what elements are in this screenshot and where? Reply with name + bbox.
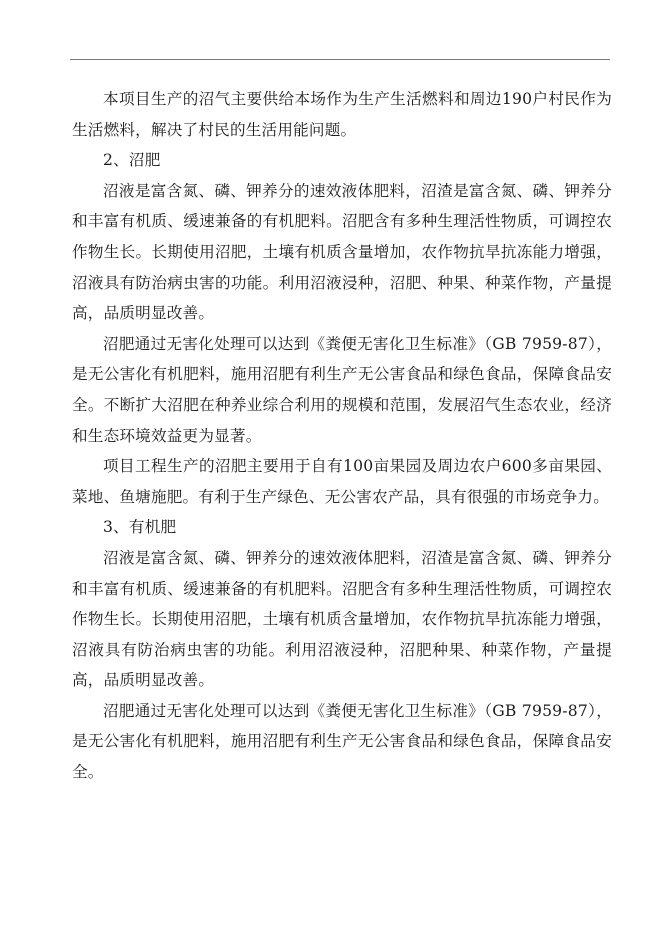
paragraph-biogas-use: 本项目生产的沼气主要供给本场作为生产生活燃料和周边190户村民作为生活燃料，解决了村民的生活用能问题。 (72, 90, 612, 139)
paragraph-organic-fertilizer-properties: 沼液是富含氮、磷、钾养分的速效液体肥料，沼渣是富含氮、磷、钾养分和丰富有机质、缓速兼备的有机肥料。沼肥含有多种生理活性物质，可调控农作物生长。长期使用沼肥，土壤有机质含量增加，农作物抗旱抗冻能力增强，沼液具有防治病虫害的功能。利用沼液浸种，沼肥种果、种菜作物，产量提高，品质明显改善。 (72, 548, 612, 690)
paragraph-fertilizer-use: 项目工程生产的沼肥主要用于自有100亩果园及周边农户600多亩果园、菜地、鱼塘施肥。有利于生产绿色、无公害农产品，具有很强的市场竞争力。 (72, 457, 612, 506)
section-heading-organic-fertilizer: 3、有机肥 (103, 518, 177, 537)
header-rule (70, 59, 610, 60)
paragraph-harmless-standard: 沼肥通过无害化处理可以达到《粪便无害化卫生标准》（GB 7959-87），是无公害化有机肥料，施用沼肥有利生产无公害食品和绿色食品，保障食品安全。不断扩大沼肥在种养业综合利用的规模和范围，发展沼气生态农业，经济和生态环境效益更为显著。 (72, 334, 612, 445)
section-heading-biogas-fertilizer: 2、沼肥 (103, 151, 161, 170)
paragraph-harmless-standard-2: 沼肥通过无害化处理可以达到《粪便无害化卫生标准》（GB 7959-87），是无公害化有机肥料，施用沼肥有利生产无公害食品和绿色食品，保障食品安全。 (72, 701, 612, 782)
document-body (72, 84, 612, 788)
paragraph-biogas-fertilizer-properties: 沼液是富含氮、磷、钾养分的速效液体肥料，沼渣是富含氮、磷、钾养分和丰富有机质、缓速兼备的有机肥料。沼肥含有多种生理活性物质，可调控农作物生长。长期使用沼肥，土壤有机质含量增加，农作物抗旱抗冻能力增强，沼液具有防治病虫害的功能。利用沼液浸种，沼肥、种果、种菜作物，产量提高，品质明显改善。 (72, 181, 612, 323)
